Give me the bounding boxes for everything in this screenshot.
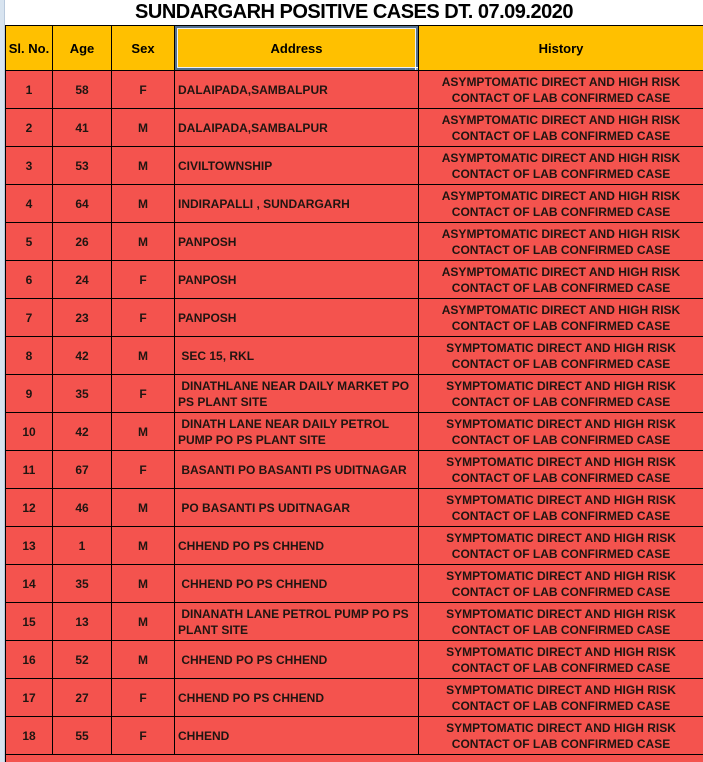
cell-address-line: DINATH LANE NEAR DAILY PETROL bbox=[178, 416, 390, 431]
table-row bbox=[6, 299, 703, 337]
cell-history[interactable] bbox=[419, 641, 703, 679]
cell-history-line: SYMPTOMATIC DIRECT AND HIGH RISK bbox=[446, 340, 676, 355]
cell-age[interactable]: 52 bbox=[53, 641, 112, 679]
cell-history[interactable] bbox=[419, 147, 703, 185]
cell-address-line: INDIRAPALLI , SUNDARGARH bbox=[178, 196, 350, 211]
cell-sex[interactable]: M bbox=[112, 527, 175, 565]
cell-sex[interactable]: M bbox=[112, 337, 175, 375]
table-row bbox=[6, 375, 703, 413]
page-title: SUNDARGARH POSITIVE CASES DT. 07.09.2020 bbox=[135, 1, 573, 23]
cell-sex[interactable]: M bbox=[112, 413, 175, 451]
cell-history[interactable] bbox=[419, 603, 703, 641]
cell-address[interactable] bbox=[175, 337, 419, 375]
cell-address-line: PUMP PO PS PLANT SITE bbox=[178, 432, 326, 447]
table-row bbox=[6, 679, 703, 717]
cell-slno[interactable]: 6 bbox=[6, 261, 53, 299]
cell-slno[interactable]: 3 bbox=[6, 147, 53, 185]
cell-address-line: PANPOSH bbox=[178, 234, 237, 249]
cell-sex[interactable]: F bbox=[112, 679, 175, 717]
cell-history[interactable] bbox=[419, 679, 703, 717]
title-cell[interactable] bbox=[5, 0, 703, 25]
cell-slno[interactable]: 1 bbox=[6, 71, 53, 109]
cell-history-line: SYMPTOMATIC DIRECT AND HIGH RISK bbox=[446, 568, 676, 583]
cell-history[interactable] bbox=[419, 261, 703, 299]
cell-age[interactable]: 41 bbox=[53, 109, 112, 147]
cell-history-line: CONTACT OF LAB CONFIRMED CASE bbox=[451, 318, 671, 333]
cell-sex[interactable]: M bbox=[112, 147, 175, 185]
cell-address[interactable] bbox=[175, 185, 419, 223]
sheet-content bbox=[5, 0, 703, 762]
cell-history[interactable] bbox=[419, 375, 703, 413]
cell-address-line: PANPOSH bbox=[178, 310, 237, 325]
cell-history-line: SYMPTOMATIC DIRECT AND HIGH RISK bbox=[446, 682, 676, 697]
cell-address-line: PANPOSH bbox=[178, 272, 237, 287]
header-cell-sex[interactable]: Sex bbox=[112, 26, 175, 71]
table-row bbox=[6, 527, 703, 565]
cell-history-line: CONTACT OF LAB CONFIRMED CASE bbox=[451, 242, 671, 257]
cell-address[interactable] bbox=[175, 223, 419, 261]
cell-history-line: CONTACT OF LAB CONFIRMED CASE bbox=[451, 470, 671, 485]
cell-history-line: ASYMPTOMATIC DIRECT AND HIGH RISK bbox=[441, 188, 681, 203]
cell-slno[interactable]: 5 bbox=[6, 223, 53, 261]
cell-slno[interactable]: 16 bbox=[6, 641, 53, 679]
cell-slno[interactable]: 11 bbox=[6, 451, 53, 489]
table-row bbox=[6, 71, 703, 109]
cell-history-line: SYMPTOMATIC DIRECT AND HIGH RISK bbox=[446, 530, 676, 545]
cell-address-line: CHHEND PO PS CHHEND bbox=[178, 652, 328, 667]
table-row bbox=[6, 223, 703, 261]
cell-history-line: SYMPTOMATIC DIRECT AND HIGH RISK bbox=[446, 720, 676, 735]
header-row bbox=[6, 26, 703, 71]
cell-history-line: CONTACT OF LAB CONFIRMED CASE bbox=[451, 622, 671, 637]
table-row bbox=[6, 489, 703, 527]
cell-address[interactable] bbox=[175, 565, 419, 603]
cell-history-line: SYMPTOMATIC DIRECT AND HIGH RISK bbox=[446, 454, 676, 469]
cell-history-line: CONTACT OF LAB CONFIRMED CASE bbox=[451, 356, 671, 371]
cell-history-line: ASYMPTOMATIC DIRECT AND HIGH RISK bbox=[441, 226, 681, 241]
cell-slno[interactable]: 18 bbox=[6, 717, 53, 755]
cell-sex[interactable]: M bbox=[112, 641, 175, 679]
cell-age[interactable]: 24 bbox=[53, 261, 112, 299]
cases-table bbox=[5, 25, 703, 755]
header-cell-slno[interactable]: Sl. No. bbox=[6, 26, 53, 71]
cell-slno[interactable]: 8 bbox=[6, 337, 53, 375]
cell-history-line: SYMPTOMATIC DIRECT AND HIGH RISK bbox=[446, 492, 676, 507]
cell-age[interactable]: 26 bbox=[53, 223, 112, 261]
cell-history[interactable] bbox=[419, 717, 703, 755]
cell-history-line: SYMPTOMATIC DIRECT AND HIGH RISK bbox=[446, 378, 676, 393]
cell-slno[interactable]: 14 bbox=[6, 565, 53, 603]
cell-slno[interactable]: 2 bbox=[6, 109, 53, 147]
cell-history[interactable] bbox=[419, 299, 703, 337]
cell-address[interactable] bbox=[175, 299, 419, 337]
table-row bbox=[6, 147, 703, 185]
cell-sex[interactable]: M bbox=[112, 603, 175, 641]
cell-history-line: CONTACT OF LAB CONFIRMED CASE bbox=[451, 736, 671, 751]
cell-history-line: ASYMPTOMATIC DIRECT AND HIGH RISK bbox=[441, 112, 681, 127]
header-cell-history[interactable]: History bbox=[419, 26, 703, 71]
cell-slno[interactable]: 12 bbox=[6, 489, 53, 527]
table-row bbox=[6, 185, 703, 223]
cell-history-line: ASYMPTOMATIC DIRECT AND HIGH RISK bbox=[441, 264, 681, 279]
cell-slno[interactable]: 10 bbox=[6, 413, 53, 451]
cell-history-line: ASYMPTOMATIC DIRECT AND HIGH RISK bbox=[441, 74, 681, 89]
cell-history-line: CONTACT OF LAB CONFIRMED CASE bbox=[451, 432, 671, 447]
cell-history-line: CONTACT OF LAB CONFIRMED CASE bbox=[451, 128, 671, 143]
cell-address-line: CHHEND PO PS CHHEND bbox=[178, 538, 325, 553]
cell-history[interactable] bbox=[419, 109, 703, 147]
cell-age[interactable]: 13 bbox=[53, 603, 112, 641]
cell-age[interactable]: 58 bbox=[53, 71, 112, 109]
cell-sex[interactable]: M bbox=[112, 565, 175, 603]
cell-address-line: DALAIPADA,SAMBALPUR bbox=[178, 120, 328, 135]
table-row bbox=[6, 641, 703, 679]
header-cell-address[interactable]: Address bbox=[175, 26, 419, 71]
cell-address[interactable] bbox=[175, 603, 419, 641]
cell-address[interactable] bbox=[175, 413, 419, 451]
cell-history-line: CONTACT OF LAB CONFIRMED CASE bbox=[451, 166, 671, 181]
cell-age[interactable]: 42 bbox=[53, 337, 112, 375]
cell-age[interactable]: 35 bbox=[53, 565, 112, 603]
cell-history-line: SYMPTOMATIC DIRECT AND HIGH RISK bbox=[446, 416, 676, 431]
fill-handle[interactable] bbox=[415, 67, 419, 71]
cell-address-line: CIVILTOWNSHIP bbox=[178, 158, 273, 173]
cell-slno[interactable]: 13 bbox=[6, 527, 53, 565]
cell-history-line: SYMPTOMATIC DIRECT AND HIGH RISK bbox=[446, 606, 676, 621]
header-cell-age[interactable]: Age bbox=[53, 26, 112, 71]
cell-address[interactable] bbox=[175, 261, 419, 299]
cell-history-line: CONTACT OF LAB CONFIRMED CASE bbox=[451, 660, 671, 675]
cell-address[interactable] bbox=[175, 109, 419, 147]
cell-address-line: CHHEND PO PS CHHEND bbox=[178, 576, 328, 591]
table-row bbox=[6, 261, 703, 299]
cell-history-line: CONTACT OF LAB CONFIRMED CASE bbox=[451, 508, 671, 523]
cell-address-line: PLANT SITE bbox=[178, 622, 249, 637]
cell-history[interactable] bbox=[419, 489, 703, 527]
cell-age[interactable]: 55 bbox=[53, 717, 112, 755]
cell-slno[interactable]: 17 bbox=[6, 679, 53, 717]
table-row bbox=[6, 109, 703, 147]
next-row-partial bbox=[5, 755, 703, 762]
table-row bbox=[6, 565, 703, 603]
cell-history-line: CONTACT OF LAB CONFIRMED CASE bbox=[451, 90, 671, 105]
cell-history-line: CONTACT OF LAB CONFIRMED CASE bbox=[451, 546, 671, 561]
cell-history-line: CONTACT OF LAB CONFIRMED CASE bbox=[451, 394, 671, 409]
cell-address[interactable] bbox=[175, 527, 419, 565]
cell-sex[interactable]: F bbox=[112, 71, 175, 109]
cell-age[interactable]: 35 bbox=[53, 375, 112, 413]
cell-slno[interactable]: 4 bbox=[6, 185, 53, 223]
cell-sex[interactable]: F bbox=[112, 299, 175, 337]
cell-address-line: SEC 15, RKL bbox=[178, 348, 255, 363]
cell-history[interactable] bbox=[419, 71, 703, 109]
cell-sex[interactable]: F bbox=[112, 375, 175, 413]
cell-age[interactable]: 27 bbox=[53, 679, 112, 717]
cell-address-line: PO BASANTI PS UDITNAGAR bbox=[178, 500, 351, 515]
cell-address-line: BASANTI PO BASANTI PS UDITNAGAR bbox=[178, 462, 407, 477]
cell-history-line: CONTACT OF LAB CONFIRMED CASE bbox=[451, 280, 671, 295]
cell-address-line: PS PLANT SITE bbox=[178, 394, 268, 409]
cell-age[interactable]: 64 bbox=[53, 185, 112, 223]
cell-sex[interactable]: M bbox=[112, 185, 175, 223]
table-row bbox=[6, 717, 703, 755]
cell-sex[interactable]: M bbox=[112, 489, 175, 527]
cell-sex[interactable]: F bbox=[112, 451, 175, 489]
cell-address[interactable] bbox=[175, 451, 419, 489]
cell-address[interactable] bbox=[175, 375, 419, 413]
cell-history[interactable] bbox=[419, 337, 703, 375]
cell-history[interactable] bbox=[419, 565, 703, 603]
cell-history-line: CONTACT OF LAB CONFIRMED CASE bbox=[451, 204, 671, 219]
cell-address-line: CHHEND bbox=[178, 728, 230, 743]
table-row bbox=[6, 413, 703, 451]
cell-slno[interactable]: 15 bbox=[6, 603, 53, 641]
cell-address-line: CHHEND PO PS CHHEND bbox=[178, 690, 325, 705]
cell-sex[interactable]: M bbox=[112, 109, 175, 147]
cell-history[interactable] bbox=[419, 185, 703, 223]
cell-history[interactable] bbox=[419, 413, 703, 451]
cell-age[interactable]: 53 bbox=[53, 147, 112, 185]
cell-address[interactable] bbox=[175, 489, 419, 527]
table-row bbox=[6, 451, 703, 489]
cell-age[interactable]: 42 bbox=[53, 413, 112, 451]
cell-history[interactable] bbox=[419, 527, 703, 565]
cell-address-line: DALAIPADA,SAMBALPUR bbox=[178, 82, 328, 97]
cell-history-line: SYMPTOMATIC DIRECT AND HIGH RISK bbox=[446, 644, 676, 659]
cell-age[interactable]: 46 bbox=[53, 489, 112, 527]
cell-age[interactable]: 1 bbox=[53, 527, 112, 565]
cell-address[interactable] bbox=[175, 717, 419, 755]
cell-slno[interactable]: 7 bbox=[6, 299, 53, 337]
cell-age[interactable]: 23 bbox=[53, 299, 112, 337]
cell-address-line: DINANATH LANE PETROL PUMP PO PS bbox=[178, 606, 409, 621]
cell-address[interactable] bbox=[175, 641, 419, 679]
cell-sex[interactable]: F bbox=[112, 717, 175, 755]
cell-history[interactable] bbox=[419, 451, 703, 489]
cell-age[interactable]: 67 bbox=[53, 451, 112, 489]
cell-slno[interactable]: 9 bbox=[6, 375, 53, 413]
cell-history-line: CONTACT OF LAB CONFIRMED CASE bbox=[451, 584, 671, 599]
cell-history-line: CONTACT OF LAB CONFIRMED CASE bbox=[451, 698, 671, 713]
table-row bbox=[6, 337, 703, 375]
cell-sex[interactable]: M bbox=[112, 223, 175, 261]
cell-sex[interactable]: F bbox=[112, 261, 175, 299]
cell-history-line: ASYMPTOMATIC DIRECT AND HIGH RISK bbox=[441, 302, 681, 317]
cell-address-line: DINATHLANE NEAR DAILY MARKET PO bbox=[178, 378, 410, 393]
cell-address[interactable] bbox=[175, 147, 419, 185]
cell-history[interactable] bbox=[419, 223, 703, 261]
table-row bbox=[6, 603, 703, 641]
cell-address[interactable] bbox=[175, 679, 419, 717]
cell-history-line: ASYMPTOMATIC DIRECT AND HIGH RISK bbox=[441, 150, 681, 165]
cell-address[interactable] bbox=[175, 71, 419, 109]
